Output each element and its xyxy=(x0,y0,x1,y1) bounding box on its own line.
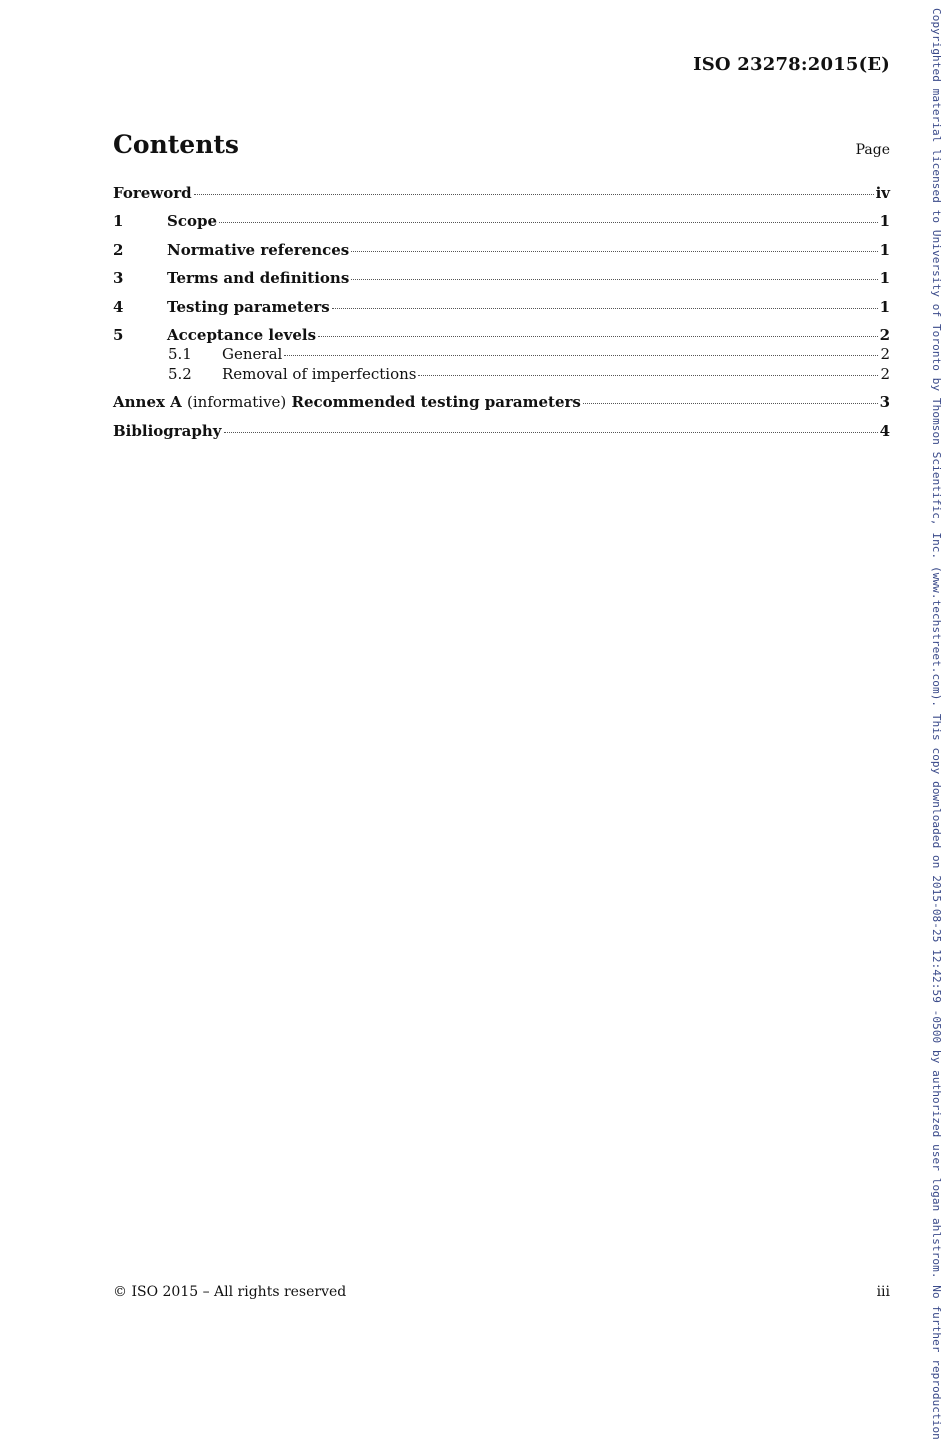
dot-leader xyxy=(332,308,878,309)
toc-entry-page: 1 xyxy=(879,269,890,288)
toc-entry-page: 1 xyxy=(879,297,890,316)
dot-leader xyxy=(224,432,878,433)
toc-entry-terms-and-definitions[interactable] xyxy=(113,269,890,297)
dot-leader xyxy=(318,336,878,337)
table-of-contents xyxy=(113,184,890,450)
toc-entry-normative-references[interactable] xyxy=(113,241,890,269)
toc-entry-title: Normative references xyxy=(167,240,350,259)
toc-entry-title: Terms and definitions xyxy=(167,269,350,288)
toc-entry-scope[interactable] xyxy=(113,212,890,240)
annex-type: (informative) xyxy=(187,393,287,412)
contents-header xyxy=(113,130,890,166)
annex-label: Annex A xyxy=(113,393,182,412)
toc-entry-annex-a[interactable] xyxy=(113,393,890,421)
toc-entry-title: Acceptance levels xyxy=(167,325,317,344)
toc-entry-removal-of-imperfections[interactable] xyxy=(113,365,890,394)
license-watermark: Copyrighted material licensed to University of Toronto by Thomson Scientific, Inc. (www.techstreet.com). This copy downloaded on 2015-08-25 12:42:59 -0500 by authorized user logan ahlstrom. No further reproduction xyxy=(930,8,943,1440)
footer-copyright: © ISO 2015 – All rights reserved xyxy=(113,1284,347,1300)
toc-entry-title: Bibliography xyxy=(113,421,222,440)
page-column-label: Page xyxy=(855,142,890,158)
toc-entry-title: General xyxy=(222,345,283,364)
document-id: ISO 23278:2015(E) xyxy=(693,54,890,75)
toc-entry-number: 1 xyxy=(113,212,124,231)
toc-entry-page: iv xyxy=(875,184,890,202)
annex-title: Recommended testing parameters xyxy=(291,393,581,412)
toc-entry-title: Testing parameters xyxy=(167,297,330,316)
footer-page-number: iii xyxy=(876,1284,890,1300)
toc-entry-number: 5.1 xyxy=(168,345,192,364)
toc-entry-title: Scope xyxy=(167,212,218,231)
toc-entry-title: Foreword xyxy=(113,184,192,202)
toc-entry-page: 3 xyxy=(879,393,890,412)
toc-entry-bibliography[interactable] xyxy=(113,422,890,450)
toc-entry-number: 2 xyxy=(113,240,124,259)
toc-entry-title: Removal of imperfections xyxy=(222,364,417,383)
dot-leader xyxy=(284,355,878,356)
toc-entry-page: 2 xyxy=(880,364,890,383)
toc-entry-number: 5.2 xyxy=(168,364,192,383)
toc-entry-number: 3 xyxy=(113,269,124,288)
page-title: Contents xyxy=(113,130,240,159)
toc-entry-testing-parameters[interactable] xyxy=(113,298,890,326)
dot-leader xyxy=(219,222,878,223)
toc-entry-page: 4 xyxy=(879,421,890,440)
toc-entry-foreword[interactable] xyxy=(113,184,890,212)
toc-entry-general[interactable] xyxy=(113,345,890,365)
dot-leader xyxy=(351,279,877,280)
toc-entry-number: 4 xyxy=(113,297,124,316)
dot-leader xyxy=(351,251,877,252)
toc-entry-page: 1 xyxy=(879,240,890,259)
toc-entry-title xyxy=(113,393,581,411)
dot-leader xyxy=(583,403,878,404)
dot-leader xyxy=(418,375,878,376)
toc-entry-page: 2 xyxy=(880,345,890,364)
toc-entry-page: 2 xyxy=(879,325,890,344)
toc-entry-number: 5 xyxy=(113,325,124,344)
toc-entry-page: 1 xyxy=(879,212,890,231)
dot-leader xyxy=(194,194,874,195)
